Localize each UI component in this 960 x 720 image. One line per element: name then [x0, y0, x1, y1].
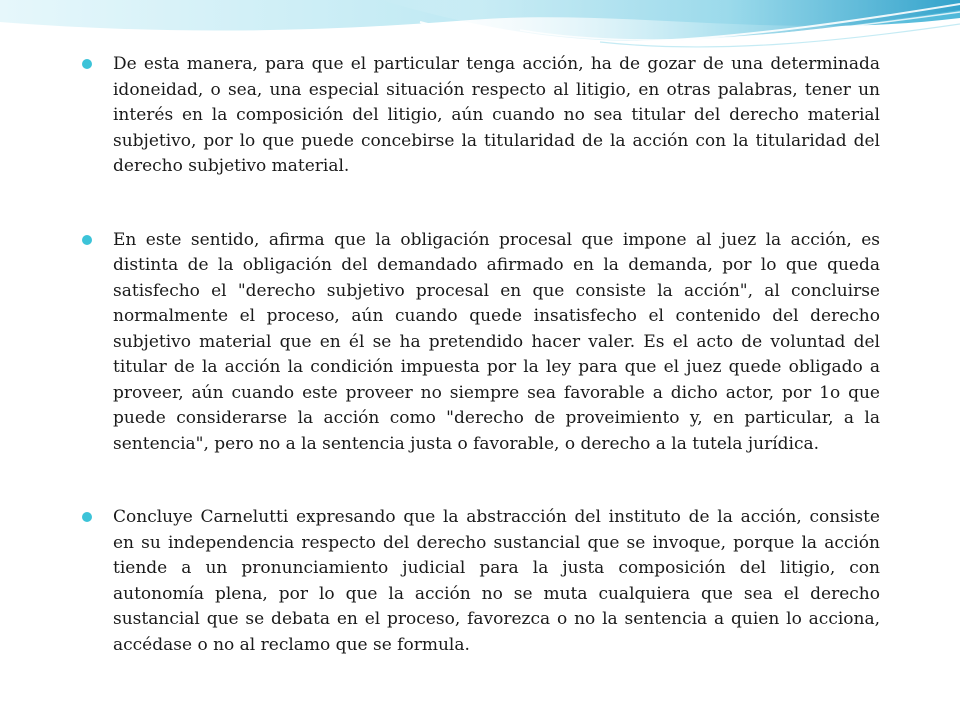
bullet-text-2: En este sentido, afirma que la obligación procesal que impone al juez la acción, es distinta de la obligación del demandado afirmado en la demanda, por lo que queda satisfecho el "derecho subjetivo procesal en que consiste la acción", al concluirse normalmente el proceso, aún cuando quede insatisfecho el contenido del derecho subjetivo material que en él se ha pretendido hacer valer. Es el acto de voluntad del titular de la acción la condición impuesta por la ley para que el juez quede obligado a proveer, aún cuando este proveer no siempre sea favorable a dicho actor, por 1o que puede considerarse la acción como "derecho de proveimiento y, en particular, a la sentencia", pero no a la sentencia justa o favorable, o derecho a la tutela jurídica.	[113, 229, 880, 454]
wave-mid	[380, 0, 960, 41]
bullet-dot-icon	[82, 59, 92, 69]
bullet-dot-icon	[82, 235, 92, 245]
bullet-dot-icon	[82, 512, 92, 522]
bullet-list	[82, 52, 880, 706]
bullet-item-3	[82, 505, 880, 658]
bullet-text-1: De esta manera, para que el particular tenga acción, ha de gozar de una determinada idoneidad, o sea, una especial situación respecto al litigio, en otras palabras, tener un interés en la composición del litigio, aún cuando no sea titular del derecho material subjetivo, por lo que puede concebirse la titularidad de la acción con la titularidad del derecho subjetivo material.	[113, 54, 880, 176]
bullet-item-2	[82, 228, 880, 458]
bullet-text-3: Concluye Carnelutti expresando que la abstracción del instituto de la acción, consiste en su independencia respecto del derecho sustancial que se invoque, porque la acción tiende a un pronunciamiento judicial para la justa composición del litigio, con autonomía plena, por lo que la acción no se muta cualquiera que sea el derecho sustancial que se debata en el proceso, favorezca o no la sentencia a quien lo acciona, accédase o no al reclamo que se formula.	[113, 507, 880, 655]
bullet-item-1	[82, 52, 880, 180]
